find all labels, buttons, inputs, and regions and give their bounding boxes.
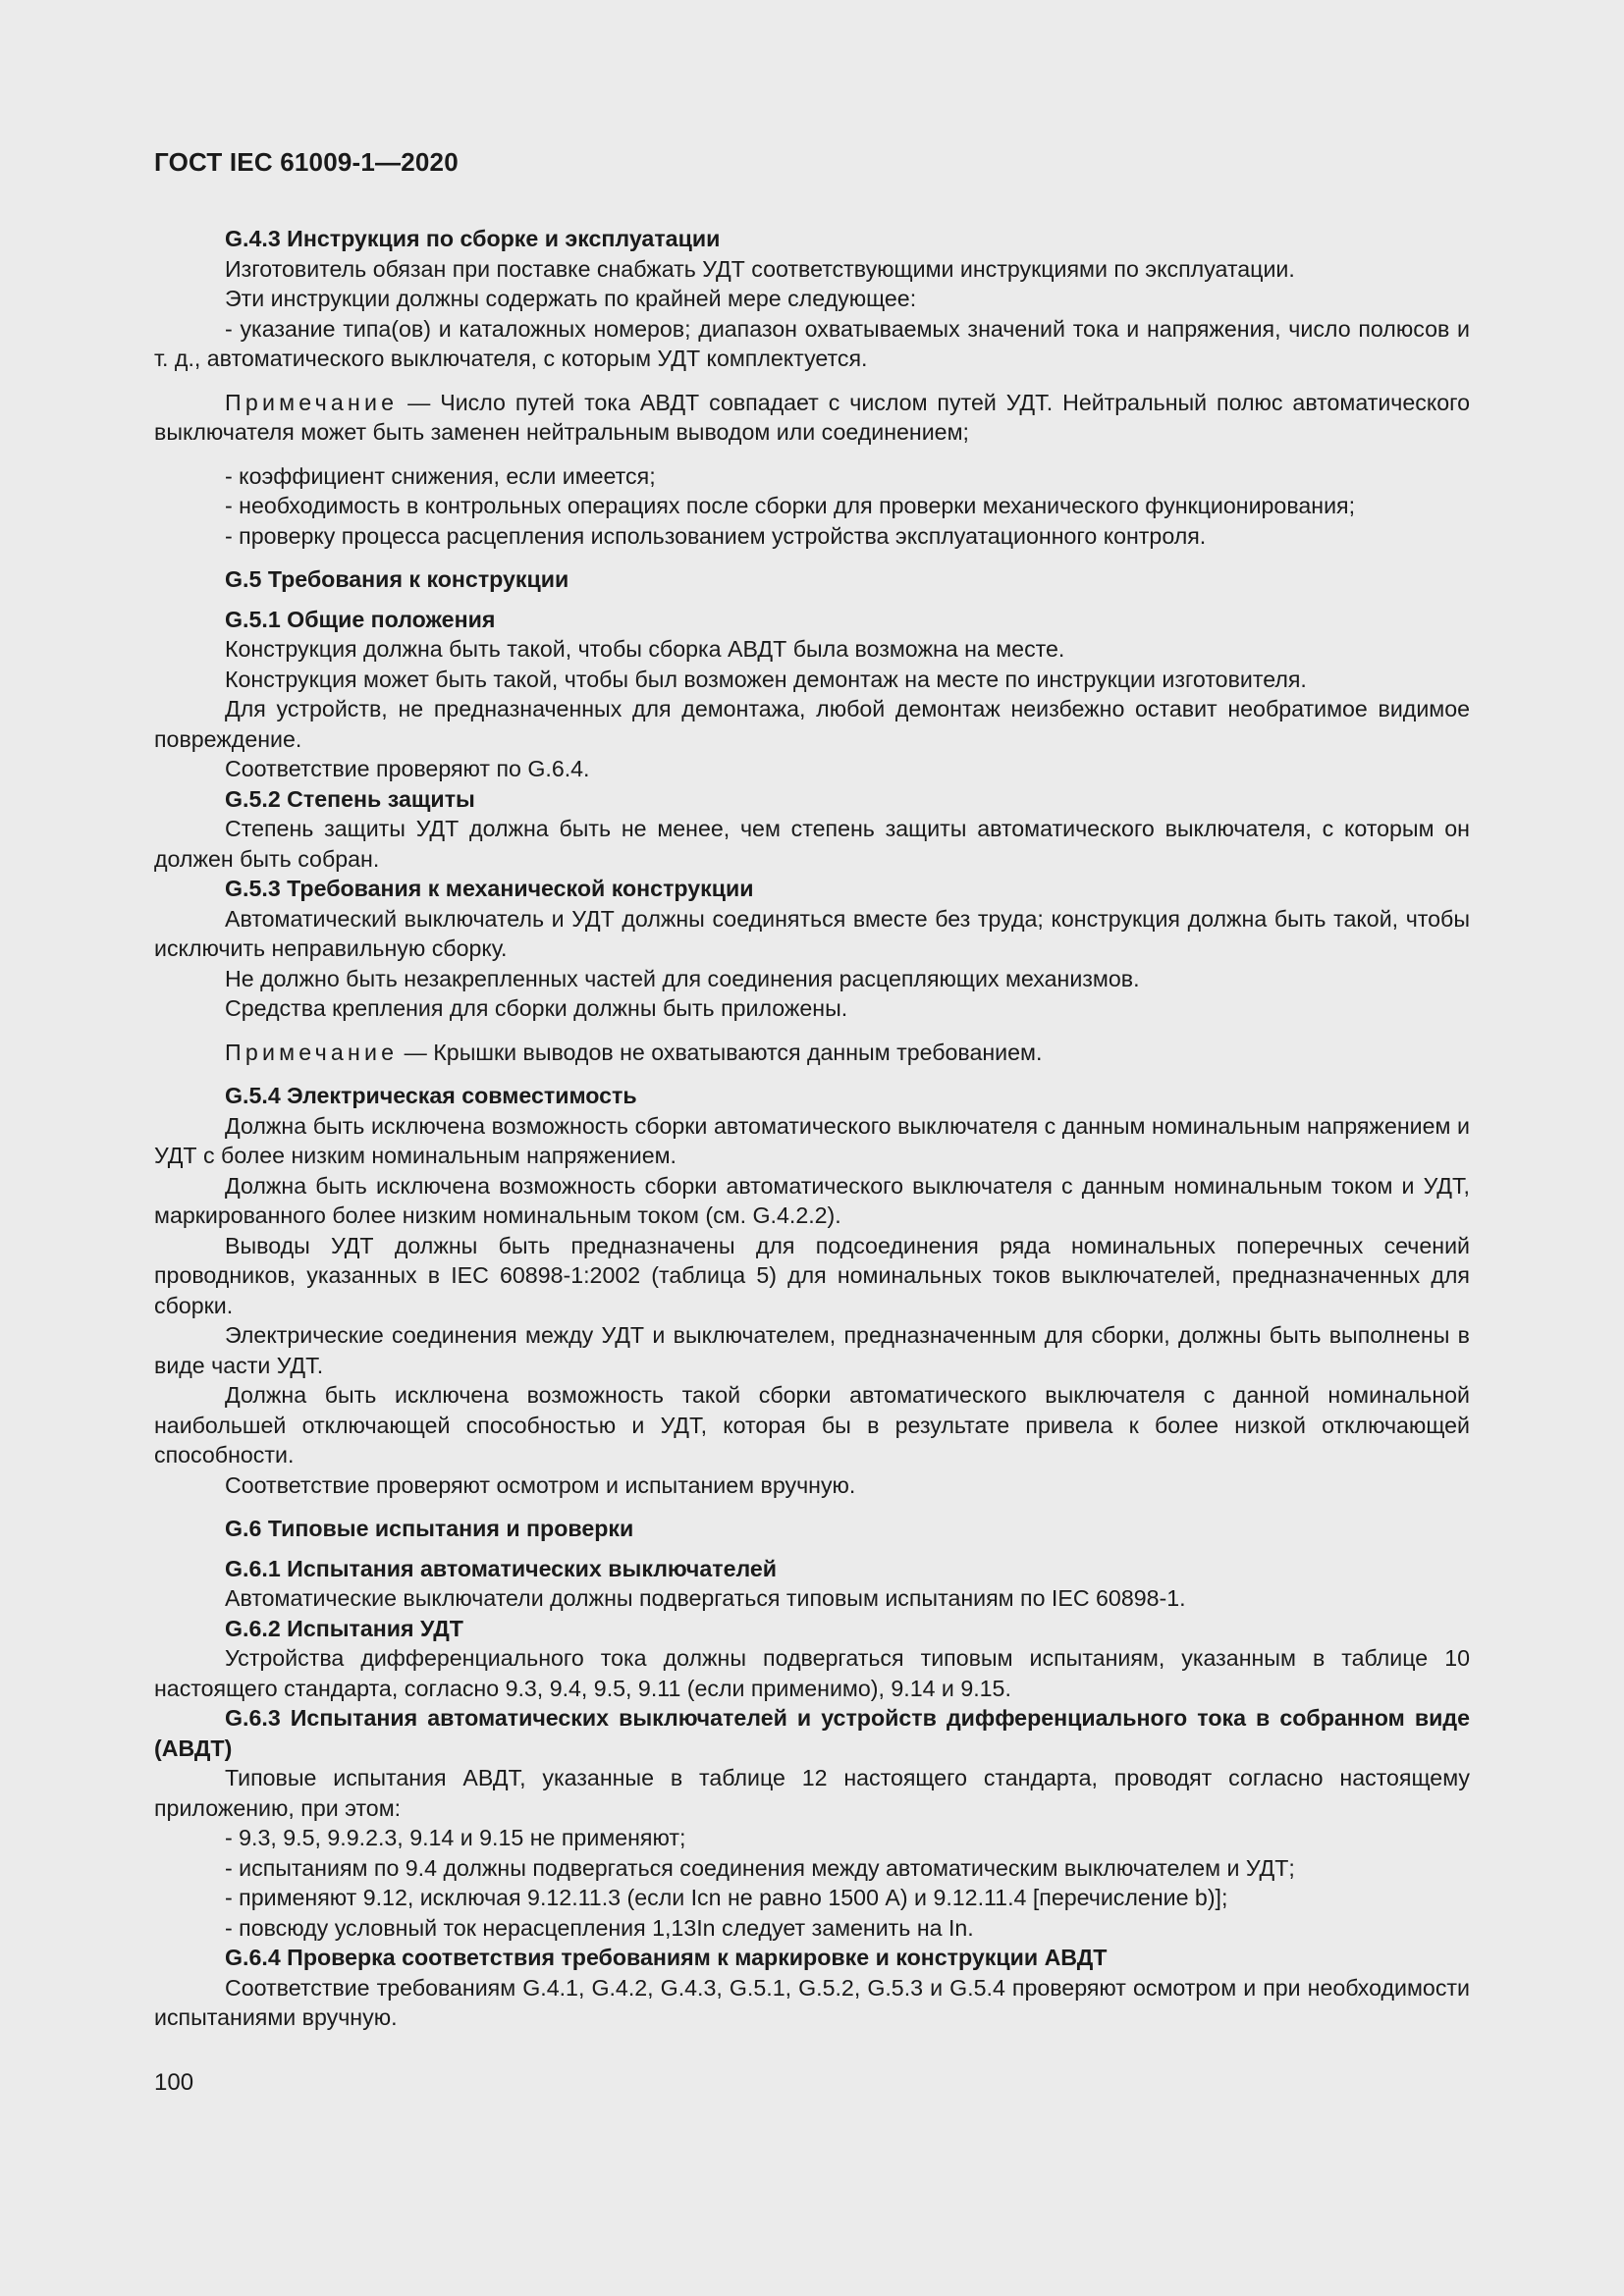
paragraph xyxy=(154,814,1470,874)
paragraph-text: Соответствие проверяют осмотром и испытанием вручную. xyxy=(225,1471,856,1498)
paragraph-text: - проверку процесса расцепления использованием устройства эксплуатационного контроля. xyxy=(225,522,1207,549)
paragraph xyxy=(154,314,1470,374)
paragraph-text: G.6.3 Испытания автоматических выключателей и устройств дифференциального тока в собранном виде (АВДТ) xyxy=(154,1705,1470,1761)
paragraph xyxy=(154,1763,1470,1823)
paragraph xyxy=(154,993,1470,1024)
paragraph-text: G.5.3 Требования к механической конструкции xyxy=(225,876,754,901)
paragraph-text: Выводы УДТ должны быть предназначены для подсоединения ряда номинальных поперечных сечений проводников, указанных в IEC 60898-1:2002 (таблица 5) для номинальных токов выключателей, предназначенных для сборки. xyxy=(154,1232,1470,1318)
paragraph-text: Соответствие требованиям G.4.1, G.4.2, G.4.3, G.5.1, G.5.2, G.5.3 и G.5.4 проверяют осмотром и при необходимости испытаниями вручную. xyxy=(154,1974,1470,2030)
paragraph-text: Не должно быть незакрепленных частей для соединения расцепляющих механизмов. xyxy=(225,965,1140,991)
section-heading xyxy=(154,1554,1470,1584)
note-label: Примечание xyxy=(225,389,399,415)
note-label: Примечание xyxy=(225,1039,399,1065)
paragraph xyxy=(154,491,1470,521)
paragraph-text: - испытаниям по 9.4 должны подвергаться соединения между автоматическим выключателем и УДТ; xyxy=(225,1854,1295,1881)
paragraph-text: G.5.1 Общие положения xyxy=(225,606,496,632)
note-paragraph xyxy=(154,388,1470,448)
paragraph-text: G.5.2 Степень защиты xyxy=(225,785,475,812)
paragraph-text: G.6.4 Проверка соответствия требованиям к маркировке и конструкции АВДТ xyxy=(225,1945,1108,1970)
section-heading xyxy=(154,1514,1470,1544)
paragraph-text: Для устройств, не предназначенных для демонтажа, любой демонтаж неизбежно оставит необратимое видимое повреждение. xyxy=(154,696,1470,752)
document-body xyxy=(154,224,1470,2033)
paragraph-text: Степень защиты УДТ должна быть не менее, чем степень защиты автоматического выключателя, с которым он должен быть собран. xyxy=(154,816,1470,872)
paragraph xyxy=(154,1171,1470,1231)
paragraph-text: - коэффициент снижения, если имеется; xyxy=(225,462,656,489)
paragraph-text: Электрические соединения между УДТ и выключателем, предназначенным для сборки, должны быть выполнены в виде части УДТ. xyxy=(154,1322,1470,1378)
paragraph xyxy=(154,1823,1470,1853)
paragraph-text: Устройства дифференциального тока должны подвергаться типовым испытаниям, указанным в таблице 10 настоящего стандарта, согласно 9.3, 9.4, 9.5, 9.11 (если применимо), 9.14 и 9.15. xyxy=(154,1645,1470,1701)
paragraph-text: Изготовитель обязан при поставке снабжать УДТ соответствующими инструкциями по эксплуатации. xyxy=(225,255,1295,282)
paragraph xyxy=(154,904,1470,964)
paragraph-text: Автоматический выключатель и УДТ должны соединяться вместе без труда; конструкция должна быть такой, чтобы исключить неправильную сборку. xyxy=(154,905,1470,961)
paragraph xyxy=(154,1913,1470,1944)
section-heading xyxy=(154,564,1470,595)
paragraph-text: Автоматические выключатели должны подвергаться типовым испытаниям по IEC 60898-1. xyxy=(225,1585,1186,1611)
paragraph-text: - 9.3, 9.5, 9.9.2.3, 9.14 и 9.15 не применяют; xyxy=(225,1825,686,1850)
paragraph xyxy=(154,1231,1470,1321)
paragraph-text: Конструкция должна быть такой, чтобы сборка АВДТ была возможна на месте. xyxy=(225,636,1065,662)
paragraph-text: — Крышки выводов не охватываются данным требованием. xyxy=(398,1039,1043,1065)
paragraph-text: — Число путей тока АВДТ совпадает с числом путей УДТ. Нейтральный полюс автоматического выключателя может быть заменен нейтральным выводом или соединением; xyxy=(154,389,1470,445)
section-heading xyxy=(154,1943,1470,1973)
document-header: ГОСТ IEC 61009-1—2020 xyxy=(154,147,459,177)
paragraph-text: - необходимость в контрольных операциях после сборки для проверки механического функционирования; xyxy=(225,493,1356,518)
paragraph xyxy=(154,964,1470,994)
paragraph-text: Типовые испытания АВДТ, указанные в таблице 12 настоящего стандарта, проводят согласно настоящему приложению, при этом: xyxy=(154,1765,1470,1821)
section-heading xyxy=(154,1081,1470,1111)
paragraph-text: G.4.3 Инструкция по сборке и эксплуатации xyxy=(225,226,721,251)
paragraph xyxy=(154,521,1470,552)
paragraph-text: - применяют 9.12, исключая 9.12.11.3 (если Icn не равно 1500 А) и 9.12.11.4 [перечисление b)]; xyxy=(225,1885,1228,1910)
paragraph xyxy=(154,1583,1470,1614)
paragraph-text: Должна быть исключена возможность сборки автоматического выключателя с данным номинальным напряжением и УДТ с более низким номинальным напряжением. xyxy=(154,1112,1470,1168)
paragraph-text: G.6 Типовые испытания и проверки xyxy=(225,1516,634,1541)
paragraph xyxy=(154,1973,1470,2033)
note-paragraph xyxy=(154,1038,1470,1068)
paragraph-text: - повсюду условный ток нерасцепления 1,13In следует заменить на In. xyxy=(225,1914,974,1941)
paragraph xyxy=(154,1883,1470,1913)
section-heading xyxy=(154,1614,1470,1644)
paragraph-text: Должна быть исключена возможность сборки автоматического выключателя с данным номинальным током и УДТ, маркированного более низким номинальным током (см. G.4.2.2). xyxy=(154,1172,1470,1228)
paragraph-text: - указание типа(ов) и каталожных номеров; диапазон охватываемых значений тока и напряжения, число полюсов и т. д., автоматического выключателя, с которым УДТ комплектуется. xyxy=(154,315,1470,371)
section-heading xyxy=(154,605,1470,635)
paragraph-text: G.6.1 Испытания автоматических выключателей xyxy=(225,1555,778,1581)
paragraph xyxy=(154,634,1470,665)
paragraph xyxy=(154,284,1470,314)
paragraph xyxy=(154,665,1470,695)
section-heading xyxy=(154,874,1470,904)
paragraph xyxy=(154,1111,1470,1171)
paragraph xyxy=(154,461,1470,492)
paragraph xyxy=(154,1470,1470,1501)
paragraph xyxy=(154,1380,1470,1470)
paragraph-text: G.5 Требования к конструкции xyxy=(225,566,569,592)
section-heading xyxy=(154,224,1470,254)
paragraph-text: Должна быть исключена возможность такой сборки автоматического выключателя с данной номинальной наибольшей отключающей способностью и УДТ, которая бы в результате привела к более низкой отключающей способности. xyxy=(154,1382,1470,1468)
paragraph-text: Конструкция может быть такой, чтобы был возможен демонтаж на месте по инструкции изготовителя. xyxy=(225,666,1307,692)
paragraph xyxy=(154,1853,1470,1884)
paragraph xyxy=(154,1320,1470,1380)
paragraph xyxy=(154,694,1470,754)
page-number: 100 xyxy=(154,2069,194,2096)
paragraph-text: Эти инструкции должны содержать по крайней мере следующее: xyxy=(225,286,917,311)
paragraph xyxy=(154,754,1470,784)
paragraph-text: Соответствие проверяют по G.6.4. xyxy=(225,756,590,781)
section-heading xyxy=(154,784,1470,815)
paragraph-text: G.5.4 Электрическая совместимость xyxy=(225,1083,637,1108)
paragraph xyxy=(154,1643,1470,1703)
section-heading xyxy=(154,1703,1470,1763)
paragraph-text: G.6.2 Испытания УДТ xyxy=(225,1615,463,1641)
paragraph xyxy=(154,254,1470,285)
paragraph-text: Средства крепления для сборки должны быть приложены. xyxy=(225,995,848,1021)
